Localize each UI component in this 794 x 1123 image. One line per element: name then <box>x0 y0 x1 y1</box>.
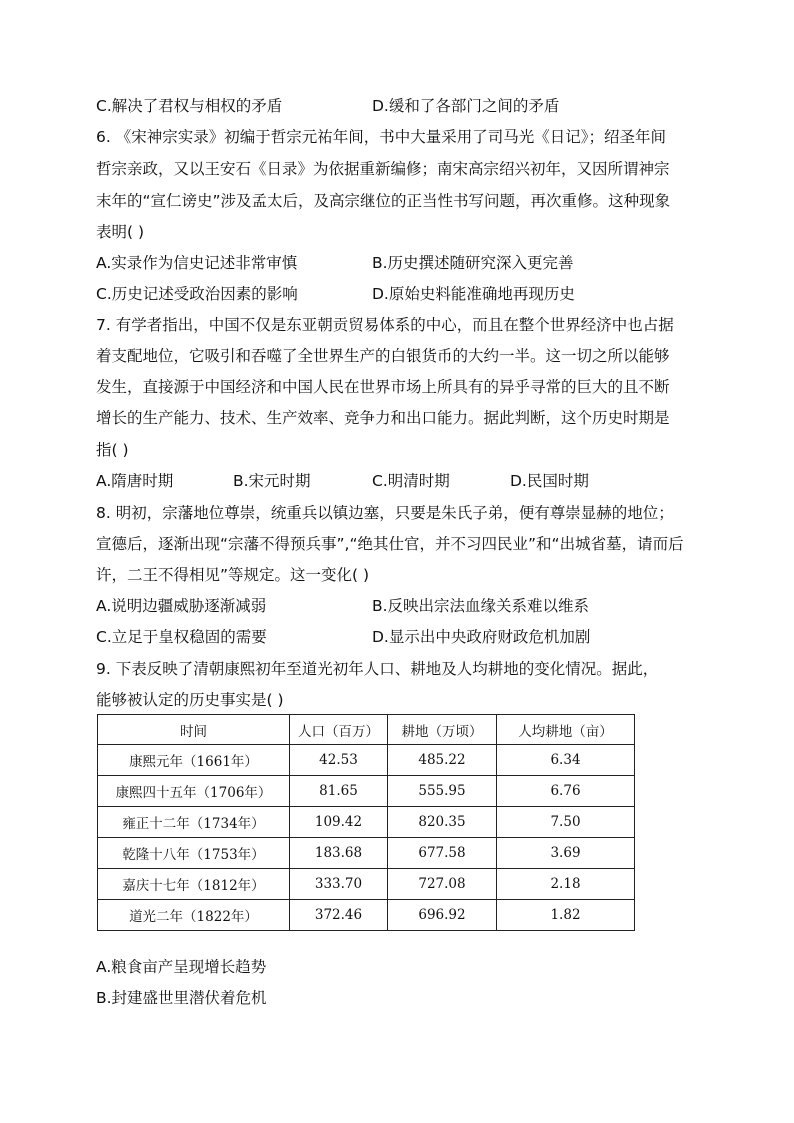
cell-time: 康熙元年（1661年） <box>98 745 290 776</box>
cell-farmland: 555.95 <box>388 776 497 807</box>
cell-farmland: 485.22 <box>388 745 497 776</box>
population-farmland-table <box>97 714 635 931</box>
q7-option-d: D.民国时期 <box>510 472 589 490</box>
q7-stem-line: 发生，直接源于中国经济和中国人民在世界市场上所具有的异乎寻常的巨大的且不断 <box>96 378 670 396</box>
cell-per-capita: 3.69 <box>497 838 635 869</box>
cell-population: 183.68 <box>290 838 388 869</box>
cell-time: 雍正十二年（1734年） <box>98 807 290 838</box>
q8-stem-line: 许，二王不得相见”等规定。这一变化( ) <box>96 566 370 584</box>
cell-per-capita: 2.18 <box>497 869 635 900</box>
q6-stem-line: 哲宗亲政，又以王安石《日录》为依据重新编修；南宋高宗绍兴初年，又因所谓神宗 <box>96 160 670 178</box>
header-per-capita: 人均耕地（亩） <box>497 715 635 745</box>
q9-stem-line: 能够被认定的历史事实是( ) <box>96 691 284 709</box>
q7-stem-line: 增长的生产能力、技术、生产效率、竞争力和出口能力。据此判断，这个历史时期是 <box>96 409 670 427</box>
cell-farmland: 696.92 <box>388 900 497 931</box>
header-population: 人口（百万） <box>290 715 388 745</box>
q6-option-c: C.历史记述受政治因素的影响 <box>96 285 298 303</box>
q8-option-a: A.说明边疆威胁逐渐减弱 <box>96 597 267 615</box>
q7-option-b: B.宋元时期 <box>233 472 311 490</box>
q7-option-a: A.隋唐时期 <box>96 472 174 490</box>
header-time: 时间 <box>98 715 290 745</box>
cell-farmland: 677.58 <box>388 838 497 869</box>
q6-stem-line: 表明( ) <box>96 223 145 241</box>
header-farmland: 耕地（万顷） <box>388 715 497 745</box>
cell-time: 道光二年（1822年） <box>98 900 290 931</box>
q7-option-c: C.明清时期 <box>372 472 450 490</box>
q7-stem-line: 指( ) <box>96 441 129 459</box>
table-row <box>98 869 635 900</box>
cell-per-capita: 7.50 <box>497 807 635 838</box>
cell-population: 81.65 <box>290 776 388 807</box>
q5-option-d: D.缓和了各部门之间的矛盾 <box>372 97 560 115</box>
table-row <box>98 900 635 931</box>
q5-option-c: C.解决了君权与相权的矛盾 <box>96 97 283 115</box>
q9-stem-line: 9. 下表反映了清朝康熙初年至道光初年人口、耕地及人均耕地的变化情况。据此， <box>96 660 659 678</box>
q6-option-a: A.实录作为信史记述非常审慎 <box>96 254 298 272</box>
cell-per-capita: 6.76 <box>497 776 635 807</box>
cell-farmland: 820.35 <box>388 807 497 838</box>
cell-population: 333.70 <box>290 869 388 900</box>
cell-population: 372.46 <box>290 900 388 931</box>
q8-stem-line: 8. 明初，宗藩地位尊崇，统重兵以镇边塞，只要是朱氏子弟，便有尊崇显赫的地位； <box>96 504 674 522</box>
q7-stem-line: 着支配地位，它吸引和吞噬了全世界生产的白银货币的大约一半。这一切之所以能够 <box>96 347 670 365</box>
cell-time: 嘉庆十七年（1812年） <box>98 869 290 900</box>
cell-farmland: 727.08 <box>388 869 497 900</box>
q6-stem-line: 6. 《宋神宗实录》初编于哲宗元祐年间，书中大量采用了司马光《日记》；绍圣年间 <box>96 128 666 146</box>
table-row <box>98 745 635 776</box>
q8-option-b: B.反映出宗法血缘关系难以维系 <box>372 597 590 615</box>
q9-option-a: A.粮食亩产呈现增长趋势 <box>96 958 267 976</box>
q7-stem-line: 7. 有学者指出，中国不仅是东亚朝贡贸易体系的中心，而且在整个世界经济中也占据 <box>96 316 674 334</box>
table-header-row <box>98 715 635 745</box>
q6-option-b: B.历史撰述随研究深入更完善 <box>372 254 574 272</box>
q6-stem-line: 末年的“宣仁谤史”涉及孟太后，及高宗继位的正当性书写问题，再次重修。这种现象 <box>96 192 671 210</box>
q8-option-d: D.显示出中央政府财政危机加剧 <box>372 628 591 646</box>
q8-stem-line: 宣德后，逐渐出现“宗藩不得预兵事”,“绝其仕官，并不习四民业”和“出城省墓，请而后 <box>96 535 684 553</box>
q8-option-c: C.立足于皇权稳固的需要 <box>96 628 267 646</box>
cell-population: 109.42 <box>290 807 388 838</box>
cell-time: 康熙四十五年（1706年） <box>98 776 290 807</box>
table-row <box>98 807 635 838</box>
cell-per-capita: 6.34 <box>497 745 635 776</box>
q6-option-d: D.原始史料能准确地再现历史 <box>372 285 575 303</box>
cell-population: 42.53 <box>290 745 388 776</box>
q9-option-b: B.封建盛世里潜伏着危机 <box>96 989 267 1007</box>
cell-time: 乾隆十八年（1753年） <box>98 838 290 869</box>
table-row <box>98 838 635 869</box>
table-row <box>98 776 635 807</box>
cell-per-capita: 1.82 <box>497 900 635 931</box>
